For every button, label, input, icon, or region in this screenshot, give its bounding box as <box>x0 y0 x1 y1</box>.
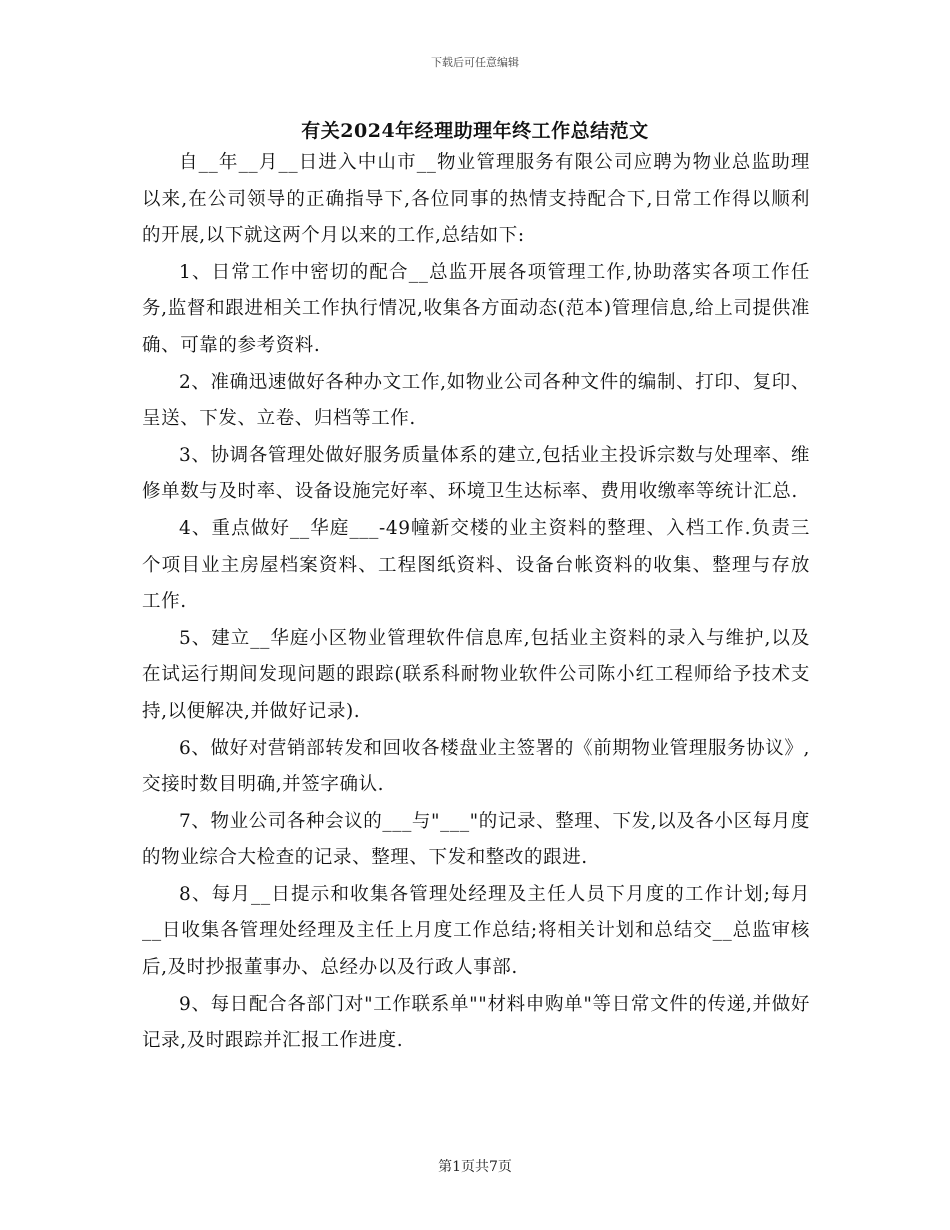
paragraph-item-8: 8、每月__日提示和收集各管理处经理及主任人员下月度的工作计划;每月__日收集各管理处经理及主任上月度工作总结;将相关计划和总结交__总监审核后,及时抄报董事办、总经办以及行政人事部. <box>142 883 810 979</box>
page-indicator: 第1页共7页 <box>438 1159 512 1175</box>
paragraph-item-6: 6、做好对营销部转发和回收各楼盘业主签署的《前期物业管理服务协议》,交接时数目明确,并签字确认. <box>142 737 810 796</box>
paragraph-item-3: 3、协调各管理处做好服务质量体系的建立,包括业主投诉宗数与处理率、维修单数与及时率、设备设施完好率、环境卫生达标率、费用收缴率等统计汇总. <box>142 444 810 503</box>
paragraph-item-1: 1、日常工作中密切的配合__总监开展各项管理工作,协助落实各项工作任务,监督和跟进相关工作执行情况,收集各方面动态(范本)管理信息,给上司提供准确、可靠的参考资料. <box>142 261 810 356</box>
paragraph-item-4: 4、重点做好__华庭___-49幢新交楼的业主资料的整理、入档工作.负责三个项目业主房屋档案资料、工程图纸资料、设备台帐资料的收集、整理与存放工作. <box>142 517 810 613</box>
paragraph-intro: 自__年__月__日进入中山市__物业管理服务有限公司应聘为物业总监助理以来,在公司领导的正确指导下,各位同事的热情支持配合下,日常工作得以顺利的开展,以下就这两个月以来的工作,总结如下: <box>142 152 810 247</box>
header-note: 下载后可任意编辑 <box>431 56 519 69</box>
paragraph-item-2: 2、准确迅速做好各种办文工作,如物业公司各种文件的编制、打印、复印、呈送、下发、立卷、归档等工作. <box>142 371 810 430</box>
document-title: 有关2024年经理助理年终工作总结范文 <box>301 120 649 142</box>
paragraph-item-9: 9、每日配合各部门对"工作联系单""材料申购单"等日常文件的传递,并做好记录,及时跟踪并汇报工作进度. <box>142 993 810 1052</box>
paragraph-item-5: 5、建立__华庭小区物业管理软件信息库,包括业主资料的录入与维护,以及在试运行期间发现问题的跟踪(联系科耐物业软件公司陈小红工程师给予技术支持,以便解决,并做好记录). <box>142 627 810 722</box>
paragraph-item-7: 7、物业公司各种会议的___与"___"的记录、整理、下发,以及各小区每月度的物业综合大检查的记录、整理、下发和整改的跟进. <box>142 810 810 869</box>
document-body <box>142 145 810 1060</box>
